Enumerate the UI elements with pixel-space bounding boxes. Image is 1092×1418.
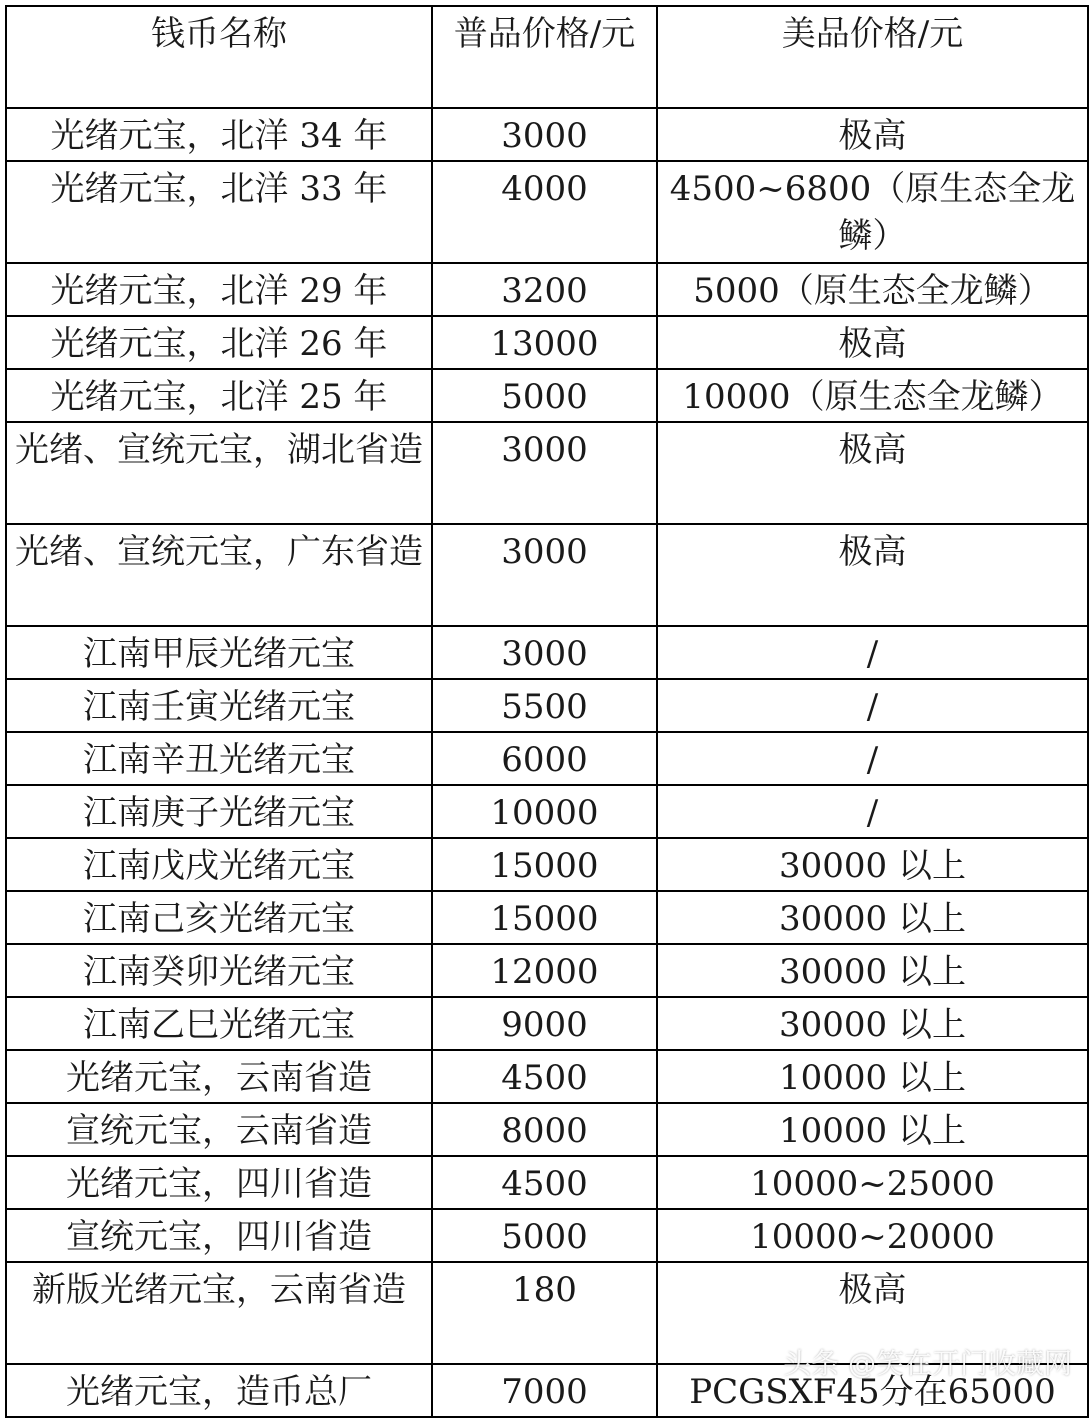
coin-name-cell: 新版光绪元宝，云南省造 [6, 1262, 432, 1364]
normal-price-cell: 5000 [432, 369, 657, 422]
table-row [6, 1364, 1088, 1417]
normal-price-cell: 5500 [432, 679, 657, 732]
fine-price-cell: / [657, 679, 1088, 732]
normal-price-cell: 5000 [432, 1209, 657, 1262]
fine-price-cell: 10000 以上 [657, 1050, 1088, 1103]
fine-price-cell: PCGSXF45分在65000 [657, 1364, 1088, 1417]
coin-name-cell: 光绪元宝，北洋 26 年 [6, 316, 432, 369]
table-row [6, 891, 1088, 944]
fine-price-cell: 4500~6800（原生态全龙鳞） [657, 161, 1088, 263]
fine-price-cell: 极高 [657, 1262, 1088, 1364]
coin-name-cell: 江南戊戌光绪元宝 [6, 838, 432, 891]
header-normal-price: 普品价格/元 [432, 6, 657, 108]
normal-price-cell: 9000 [432, 997, 657, 1050]
table-row [6, 838, 1088, 891]
table-row [6, 1262, 1088, 1364]
fine-price-cell: 极高 [657, 316, 1088, 369]
table-body [6, 108, 1088, 1417]
fine-price-cell: / [657, 626, 1088, 679]
coin-name-cell: 光绪元宝，北洋 29 年 [6, 263, 432, 316]
fine-price-cell: 30000 以上 [657, 997, 1088, 1050]
coin-name-cell: 江南己亥光绪元宝 [6, 891, 432, 944]
table-row [6, 1209, 1088, 1262]
coin-name-cell: 光绪元宝，造币总厂 [6, 1364, 432, 1417]
coin-name-cell: 光绪元宝，北洋 34 年 [6, 108, 432, 161]
table-row [6, 785, 1088, 838]
coin-name-cell: 江南庚子光绪元宝 [6, 785, 432, 838]
normal-price-cell: 3000 [432, 524, 657, 626]
table-row [6, 161, 1088, 263]
fine-price-cell: 10000~25000 [657, 1156, 1088, 1209]
table-row [6, 1050, 1088, 1103]
fine-price-cell: 5000（原生态全龙鳞） [657, 263, 1088, 316]
fine-price-cell: / [657, 732, 1088, 785]
normal-price-cell: 3000 [432, 422, 657, 524]
fine-price-cell: / [657, 785, 1088, 838]
coin-name-cell: 江南癸卯光绪元宝 [6, 944, 432, 997]
fine-price-cell: 极高 [657, 108, 1088, 161]
fine-price-cell: 30000 以上 [657, 944, 1088, 997]
coin-name-cell: 光绪元宝，四川省造 [6, 1156, 432, 1209]
normal-price-cell: 180 [432, 1262, 657, 1364]
coin-price-table [5, 5, 1089, 1418]
coin-name-cell: 光绪元宝，北洋 33 年 [6, 161, 432, 263]
coin-name-cell: 江南壬寅光绪元宝 [6, 679, 432, 732]
coin-name-cell: 光绪、宣统元宝，湖北省造 [6, 422, 432, 524]
table-row [6, 1103, 1088, 1156]
table-row [6, 732, 1088, 785]
normal-price-cell: 10000 [432, 785, 657, 838]
coin-name-cell: 光绪元宝，云南省造 [6, 1050, 432, 1103]
table-row [6, 626, 1088, 679]
normal-price-cell: 4500 [432, 1156, 657, 1209]
normal-price-cell: 13000 [432, 316, 657, 369]
table-row [6, 997, 1088, 1050]
normal-price-cell: 8000 [432, 1103, 657, 1156]
coin-name-cell: 宣统元宝，四川省造 [6, 1209, 432, 1262]
normal-price-cell: 3000 [432, 108, 657, 161]
normal-price-cell: 15000 [432, 838, 657, 891]
normal-price-cell: 12000 [432, 944, 657, 997]
fine-price-cell: 10000（原生态全龙鳞） [657, 369, 1088, 422]
header-coin-name: 钱币名称 [6, 6, 432, 108]
fine-price-cell: 10000 以上 [657, 1103, 1088, 1156]
fine-price-cell: 极高 [657, 524, 1088, 626]
coin-name-cell: 光绪元宝，北洋 25 年 [6, 369, 432, 422]
table-row [6, 422, 1088, 524]
coin-name-cell: 江南甲辰光绪元宝 [6, 626, 432, 679]
coin-name-cell: 光绪、宣统元宝，广东省造 [6, 524, 432, 626]
normal-price-cell: 6000 [432, 732, 657, 785]
normal-price-cell: 4500 [432, 1050, 657, 1103]
normal-price-cell: 7000 [432, 1364, 657, 1417]
fine-price-cell: 极高 [657, 422, 1088, 524]
table-row [6, 1156, 1088, 1209]
fine-price-cell: 30000 以上 [657, 838, 1088, 891]
table-row [6, 108, 1088, 161]
normal-price-cell: 3000 [432, 626, 657, 679]
table-row [6, 316, 1088, 369]
coin-name-cell: 江南辛丑光绪元宝 [6, 732, 432, 785]
header-row [6, 6, 1088, 108]
table-row [6, 944, 1088, 997]
table-row [6, 369, 1088, 422]
fine-price-cell: 30000 以上 [657, 891, 1088, 944]
table-row [6, 263, 1088, 316]
coin-name-cell: 江南乙巳光绪元宝 [6, 997, 432, 1050]
watermark: 头条 @笑在开门收藏网 [783, 1347, 1072, 1380]
table-row [6, 679, 1088, 732]
normal-price-cell: 4000 [432, 161, 657, 263]
fine-price-cell: 10000~20000 [657, 1209, 1088, 1262]
header-fine-price: 美品价格/元 [657, 6, 1088, 108]
table-row [6, 524, 1088, 626]
normal-price-cell: 15000 [432, 891, 657, 944]
coin-name-cell: 宣统元宝，云南省造 [6, 1103, 432, 1156]
normal-price-cell: 3200 [432, 263, 657, 316]
